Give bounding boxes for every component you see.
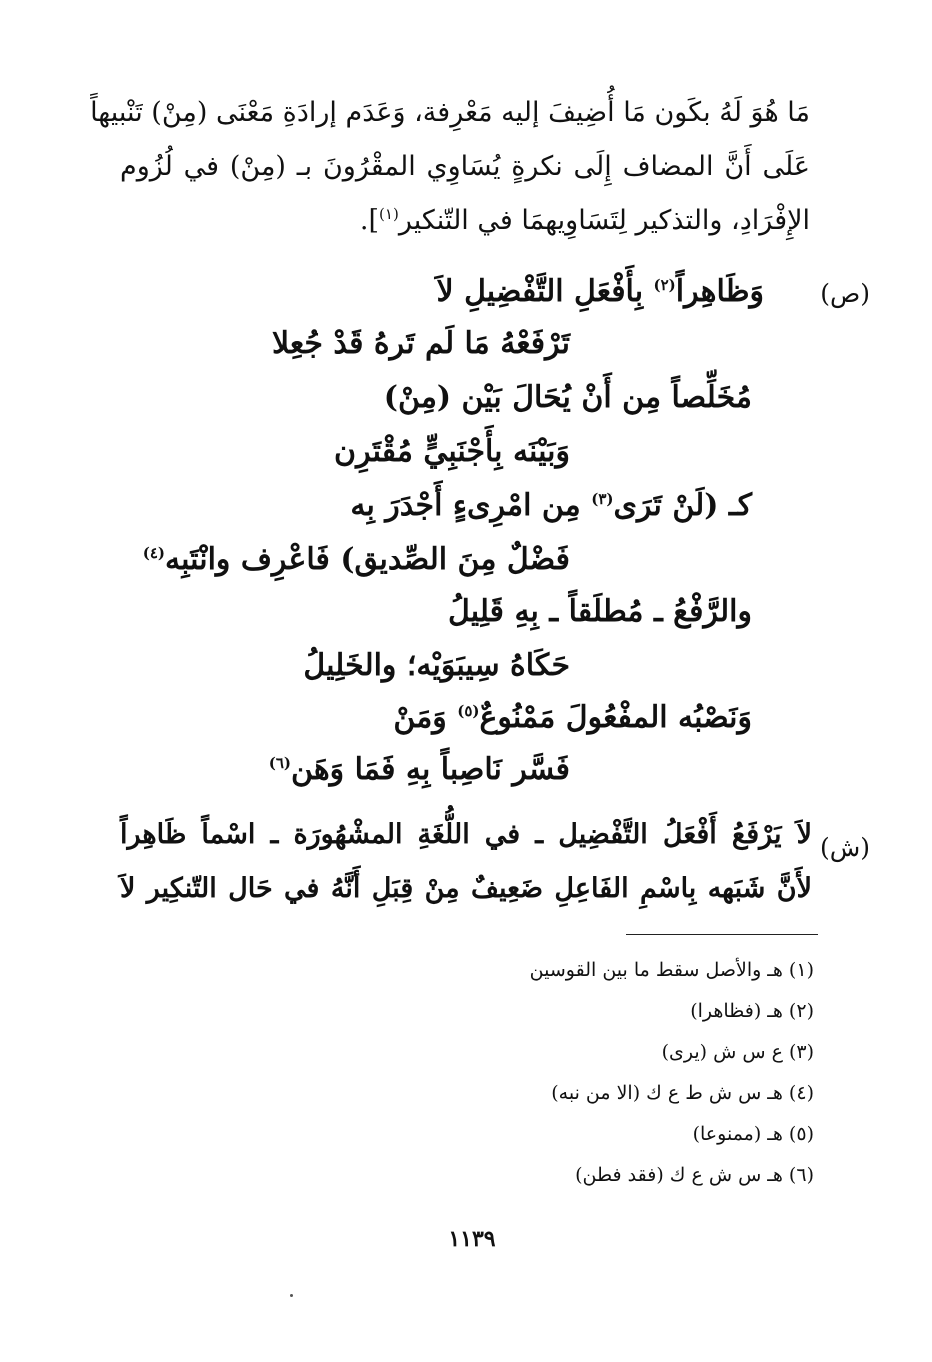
verse-line-7 <box>448 590 752 634</box>
intro-line-3-tail: ]. <box>359 205 380 236</box>
verse-text: فَضْلٌ مِنَ الصِّديق) فَاعْرِف وانْتَبِه <box>165 542 570 577</box>
verse-line-2 <box>272 322 570 366</box>
poem-marker: (ص) <box>820 279 870 308</box>
intro-line-2: عَلَى أَنَّ المضاف إِلَى نكرةٍ يُسَاوِي المقْرُونَ بـ (مِنْ) في لُزُوم <box>120 151 810 182</box>
intro-line-1: مَا هُوَ لَهُ بكَون مَا أُضِيفَ إليه مَعْرِفة، وَعَدَم إرادَةِ مَعْنَى (مِنْ) تَنْبيهاً <box>90 97 810 128</box>
verse-line-6 <box>143 538 570 582</box>
commentary-line-2: لأَنَّ شَبَهه بِاسْمِ الفَاعِلِ ضَعِيفٌ مِنْ قِبَلِ أَنَّهُ في حَال التّنكِير لاَ <box>120 873 812 904</box>
commentary-line-1: لاَ يَرْفَعُ أَفْعَلُ التَّفْضِيل ـ في اللُّغَةِ المشْهُورَة ـ اسْماً ظَاهِراً <box>120 819 812 850</box>
page-number: ١١٣٩ <box>448 1226 496 1252</box>
footnote-2: (٢) هـ (فظاهرا) <box>690 1000 814 1022</box>
footnote-3: (٣) ع س ش (يرى) <box>661 1041 814 1063</box>
footnote-ref-3: (٣) <box>591 490 614 508</box>
footnote-ref-5: (٥) <box>457 702 480 720</box>
verse-line-1 <box>437 270 764 314</box>
footnote-ref-2: (٢) <box>653 276 676 294</box>
footnote-ref-1: (١) <box>379 205 399 223</box>
verse-line-3 <box>384 376 752 420</box>
verse-text: حَكَاهُ سِيبَوَيْه؛ والخَلِيلُ <box>303 648 570 683</box>
commentary-marker: (ش) <box>819 833 870 862</box>
verse-text: وَمَنْ <box>393 700 458 735</box>
verse-line-4 <box>334 430 570 474</box>
footnote-ref-4: (٤) <box>142 544 166 562</box>
intro-line-3 <box>120 194 810 248</box>
verse-text: كـ (لَنْ تَرَى <box>613 488 752 523</box>
verse-text: وَظَاهِراً <box>675 274 764 309</box>
verse-line-5 <box>350 484 752 528</box>
verse-text: وَبَيْنَه بِأَجْنَبِيٍّ مُقْتَرِن <box>334 434 570 469</box>
verse-text: والرَّفْعُ ـ مُطلَقاً ـ بِهِ قَلِيلُ <box>447 594 752 629</box>
commentary-paragraph <box>120 808 812 916</box>
verse-text: مُخَلِّصاً مِن أَنْ يُحَالَ بَيْن (مِنْ) <box>383 380 752 415</box>
footnote-6: (٦) هـ س ش ع ك (فقد فطن) <box>575 1164 814 1186</box>
scan-speck <box>290 1294 293 1297</box>
verse-text: فَسَّر نَاصِباً بِهِ فَمَا وَهَن <box>291 752 570 787</box>
footnote-divider <box>626 934 818 935</box>
verse-line-9 <box>393 696 752 740</box>
intro-line-3-text: الإِفْرَادِ، والتذكير لِتَسَاوِيهمَا في التّنكير <box>398 205 810 236</box>
verse-line-10 <box>269 748 570 792</box>
verse-line-8 <box>303 644 570 688</box>
footnote-4: (٤) هـ س ش ط ع ك (الا من نبه) <box>551 1082 814 1104</box>
footnote-ref-6: (٦) <box>268 754 291 772</box>
verse-text: تَرْفَعْهُ مَا لَم تَرهُ قَدْ جُعِلا <box>272 326 570 361</box>
verse-text: بِأَفْعَلِ التَّفْضِيلِ لاَ <box>436 274 654 309</box>
verse-text: مِن امْرِىءٍ أَجْدَرَ بِه <box>350 488 592 523</box>
footnote-5: (٥) هـ (ممنوعا) <box>692 1123 814 1145</box>
footnote-1: (١) هـ والأصل سقط ما بين القوسين <box>529 959 814 981</box>
intro-paragraph <box>90 86 810 248</box>
verse-text: وَنَصْبُه المفْعُولَ مَمْنُوعٌ <box>479 700 752 735</box>
